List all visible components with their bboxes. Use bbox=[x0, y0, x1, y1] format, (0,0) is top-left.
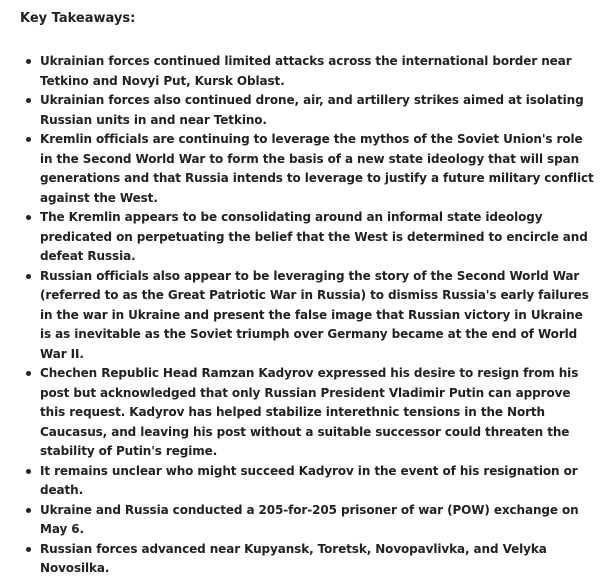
takeaway-text: Russian forces advanced near Kupyansk, Toretsk, Novopavlivka, and Velyka Novosilka. bbox=[40, 541, 547, 575]
takeaway-text: Ukraine and Russia conducted a 205-for-205 prisoner of war (POW) exchange on May 6. bbox=[40, 502, 579, 536]
disc-bullet-icon bbox=[26, 137, 31, 142]
disc-bullet-icon bbox=[26, 547, 31, 552]
key-takeaways-heading: Key Takeaways: bbox=[20, 11, 136, 26]
takeaway-text: The Kremlin appears to be consolidating around an informal state ideology predicated on perpetuating the belief that the West is determined to encircle and defeat Russia. bbox=[40, 210, 588, 263]
disc-bullet-icon bbox=[26, 215, 31, 220]
takeaways-list bbox=[22, 52, 594, 579]
takeaway-text: Chechen Republic Head Ramzan Kadyrov expressed his desire to resign from his post but acknowledged that only Russian President Vladimir Putin can approve this request. Kadyrov has helped stabilize interethnic tensions in the North Caucasus, and leaving his post without a suitable successor could threaten the stability of Putin's regime. bbox=[40, 366, 579, 458]
disc-bullet-icon bbox=[26, 59, 31, 64]
takeaway-item bbox=[22, 208, 594, 267]
takeaway-item bbox=[22, 130, 594, 208]
disc-bullet-icon bbox=[26, 98, 31, 103]
takeaway-item bbox=[22, 462, 594, 501]
takeaway-item bbox=[22, 267, 594, 365]
takeaway-item bbox=[22, 364, 594, 462]
takeaway-text: It remains unclear who might succeed Kadyrov in the event of his resignation or death. bbox=[40, 463, 578, 497]
takeaway-item bbox=[22, 91, 594, 130]
takeaway-item bbox=[22, 540, 594, 579]
takeaway-text: Ukrainian forces also continued drone, air, and artillery strikes aimed at isolating Russian units in and near Tetkino. bbox=[40, 93, 584, 127]
disc-bullet-icon bbox=[26, 469, 31, 474]
takeaway-text: Russian officials also appear to be leveraging the story of the Second World War (referred to as the Great Patriotic War in Russia) to dismiss Russia's early failures in the war in Ukraine and present the false image that Russian victory in Ukraine is as inevitable as the Soviet triumph over Germany became at the end of World War II. bbox=[40, 268, 589, 361]
takeaway-text: Ukrainian forces continued limited attacks across the international border near Tetkino and Novyi Put, Kursk Oblast. bbox=[40, 54, 572, 88]
takeaway-item bbox=[22, 52, 594, 91]
takeaway-text: Kremlin officials are continuing to leverage the mythos of the Soviet Union's role in the Second World War to form the basis of a new state ideology that will span generations and that Russia intends to leverage to justify a future military conflict against the West. bbox=[40, 132, 594, 205]
disc-bullet-icon bbox=[26, 508, 31, 513]
takeaway-item bbox=[22, 501, 594, 540]
disc-bullet-icon bbox=[26, 274, 31, 279]
disc-bullet-icon bbox=[26, 371, 31, 376]
